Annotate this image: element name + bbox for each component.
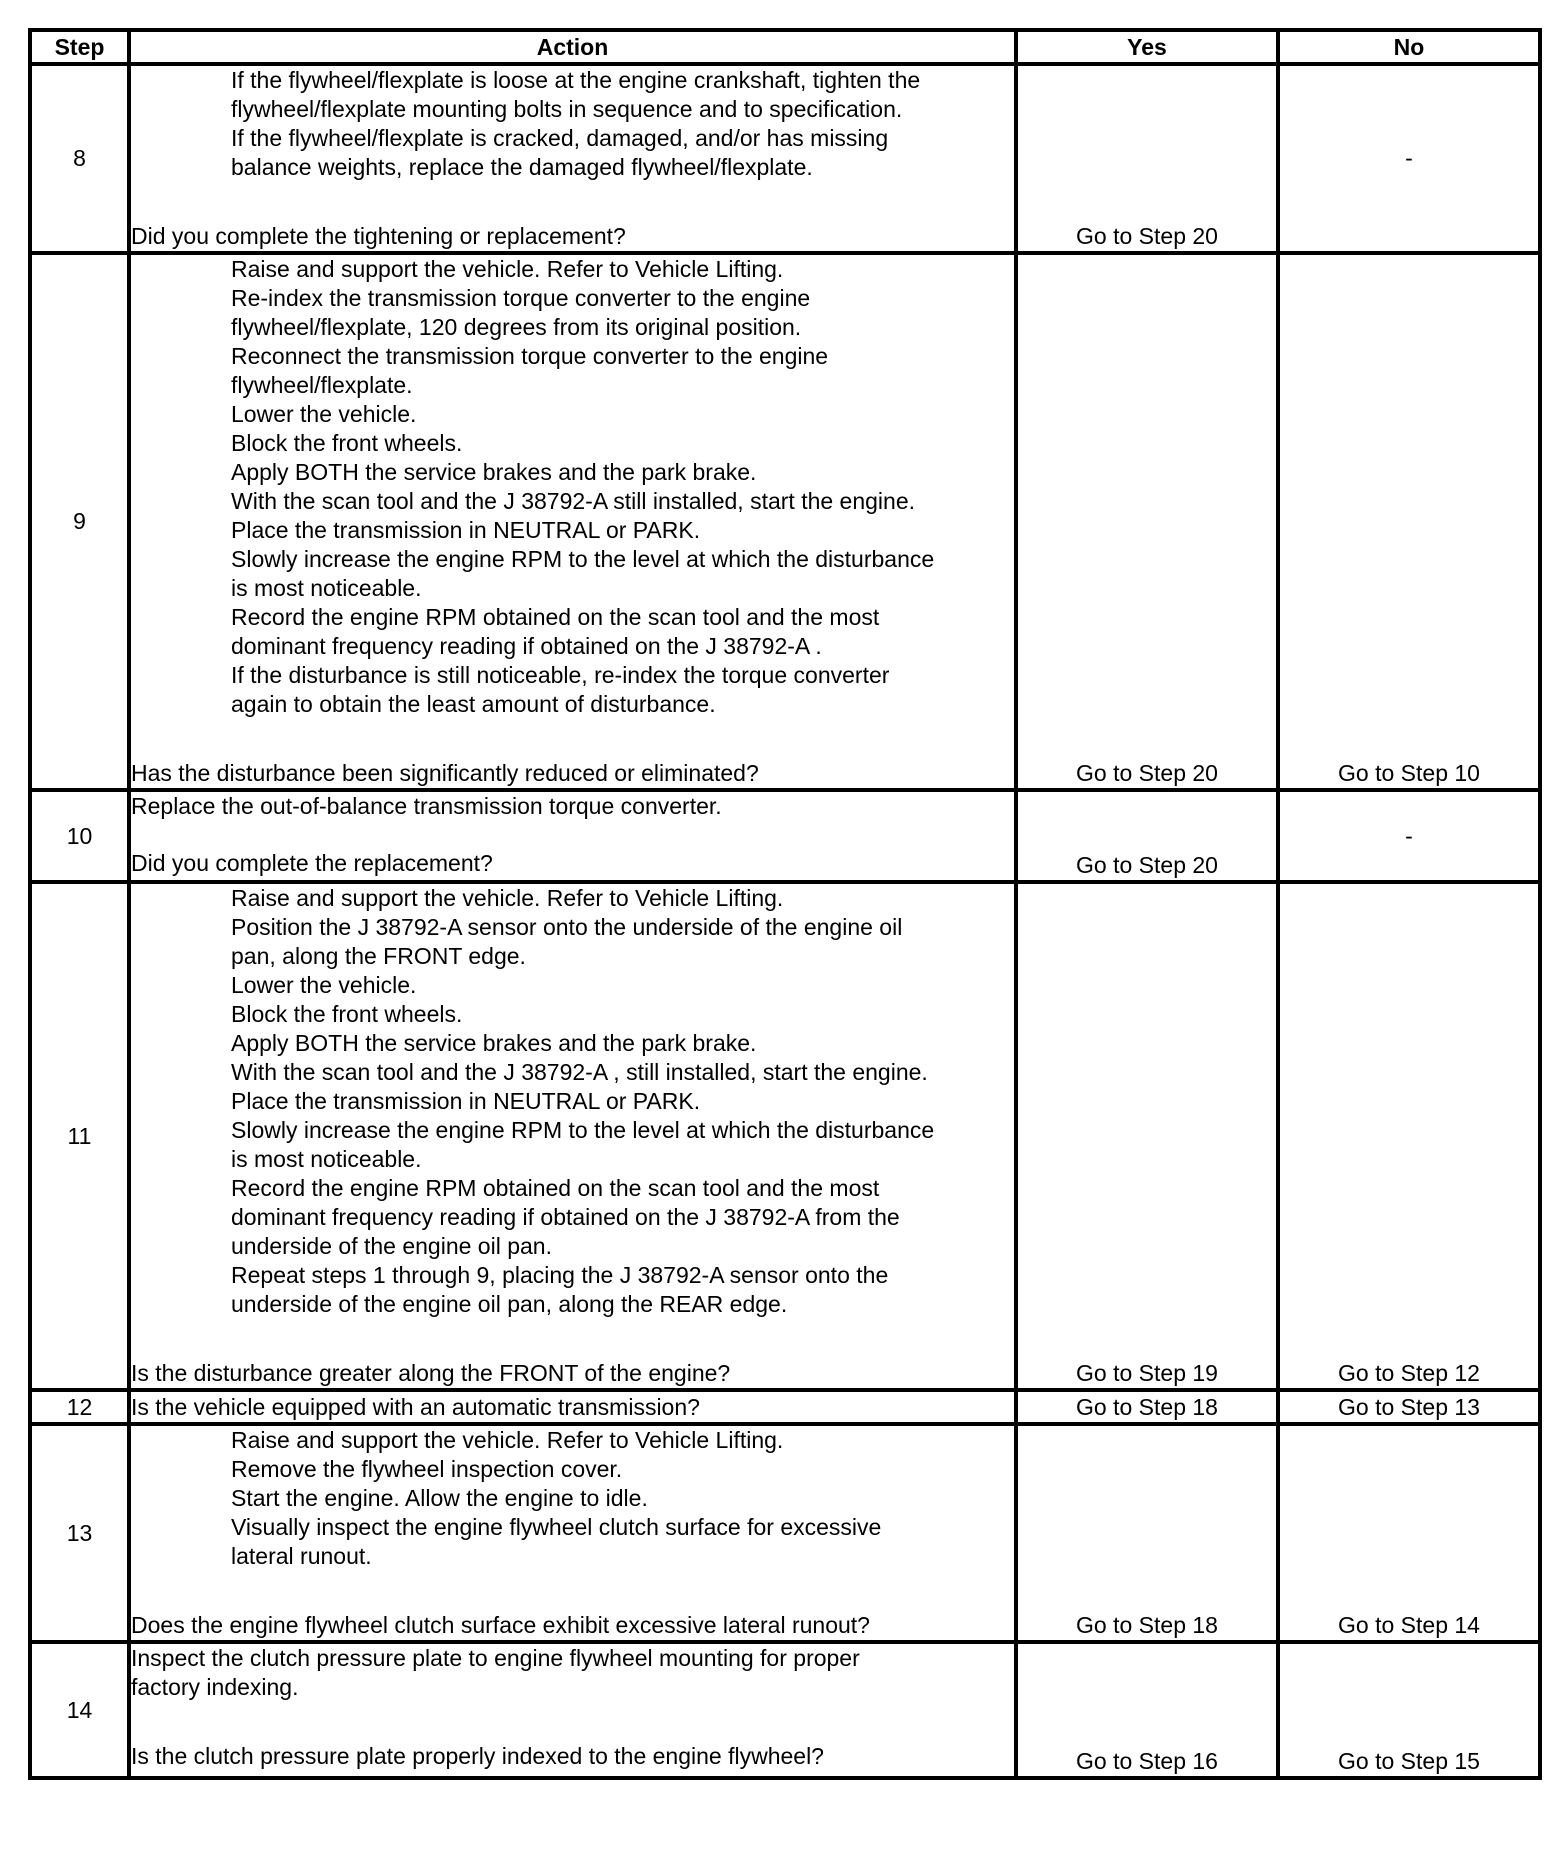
action-step-line: pan, along the FRONT edge.	[231, 943, 526, 969]
no-result: Go to Step 13	[1278, 1390, 1540, 1424]
action-cell	[129, 253, 1016, 790]
step-number: 9	[30, 253, 129, 790]
action-question: Does the engine flywheel clutch surface exhibit excessive lateral runout?	[131, 1612, 870, 1638]
action-steps	[131, 66, 1014, 182]
action-question: Has the disturbance been significantly reduced or eliminated?	[131, 760, 759, 786]
yes-result: Go to Step 19	[1016, 882, 1278, 1390]
no-result: -	[1278, 790, 1540, 882]
action-cell	[129, 1642, 1016, 1778]
action-step-line: is most noticeable.	[231, 575, 422, 601]
header-yes: Yes	[1016, 30, 1278, 64]
header-step: Step	[30, 30, 129, 64]
action-step-line: Block the front wheels.	[231, 430, 463, 456]
step-number: 14	[30, 1642, 129, 1778]
action-step-line: If the flywheel/flexplate is cracked, damaged, and/or has missing	[231, 125, 889, 151]
yes-result: Go to Step 20	[1016, 253, 1278, 790]
action-cell	[129, 64, 1016, 253]
action-step-line: Record the engine RPM obtained on the scan tool and the most	[231, 1175, 880, 1201]
action-step-line: Apply BOTH the service brakes and the park brake.	[231, 1030, 757, 1056]
action-question: Is the vehicle equipped with an automatic transmission?	[131, 1393, 700, 1420]
action-step-line: balance weights, replace the damaged flywheel/flexplate.	[231, 154, 813, 180]
table-row-step-11	[30, 882, 1540, 1390]
no-result: Go to Step 15	[1278, 1642, 1540, 1778]
yes-result: Go to Step 20	[1016, 790, 1278, 882]
action-step-line: again to obtain the least amount of disturbance.	[231, 691, 716, 717]
no-result: -	[1278, 64, 1540, 253]
yes-result: Go to Step 16	[1016, 1642, 1278, 1778]
action-steps	[131, 1426, 1014, 1571]
action-step-line: Block the front wheels.	[231, 1001, 463, 1027]
action-step-line: Lower the vehicle.	[231, 401, 417, 427]
yes-result: Go to Step 18	[1016, 1390, 1278, 1424]
action-step-line: flywheel/flexplate, 120 degrees from its original position.	[231, 314, 802, 340]
action-step-line: Visually inspect the engine flywheel clutch surface for excessive	[231, 1514, 882, 1540]
yes-result: Go to Step 18	[1016, 1424, 1278, 1642]
action-instruction: Replace the out-of-balance transmission torque converter.	[131, 793, 722, 819]
table-row-step-8	[30, 64, 1540, 253]
header-no: No	[1278, 30, 1540, 64]
action-step-line: is most noticeable.	[231, 1146, 422, 1172]
action-step-line: underside of the engine oil pan, along the REAR edge.	[231, 1291, 788, 1317]
no-result: Go to Step 10	[1278, 253, 1540, 790]
action-step-line: If the disturbance is still noticeable, re-index the torque converter	[231, 662, 890, 688]
action-step-line: dominant frequency reading if obtained on the J 38792-A .	[231, 633, 822, 659]
action-step-line: Place the transmission in NEUTRAL or PARK.	[231, 1088, 701, 1114]
action-steps	[131, 884, 1014, 1319]
action-step-line: Lower the vehicle.	[231, 972, 417, 998]
no-result: Go to Step 14	[1278, 1424, 1540, 1642]
action-step-line: Raise and support the vehicle. Refer to Vehicle Lifting.	[231, 256, 784, 282]
action-step-line: Remove the flywheel inspection cover.	[231, 1456, 623, 1482]
action-question: Is the clutch pressure plate properly indexed to the engine flywheel?	[131, 1743, 824, 1769]
action-cell	[129, 882, 1016, 1390]
action-step-line: With the scan tool and the J 38792-A still installed, start the engine.	[231, 488, 916, 514]
header-row	[30, 30, 1540, 64]
action-step-line: Record the engine RPM obtained on the scan tool and the most	[231, 604, 880, 630]
action-instruction-line: Inspect the clutch pressure plate to engine flywheel mounting for proper	[131, 1645, 860, 1671]
action-step-line: If the flywheel/flexplate is loose at the engine crankshaft, tighten the	[231, 67, 921, 93]
action-step-line: Raise and support the vehicle. Refer to Vehicle Lifting.	[231, 1427, 784, 1453]
action-question: Did you complete the replacement?	[131, 850, 493, 876]
action-step-line: Repeat steps 1 through 9, placing the J 38792-A sensor onto the	[231, 1262, 889, 1288]
action-step-line: With the scan tool and the J 38792-A , still installed, start the engine.	[231, 1059, 928, 1085]
action-step-line: Raise and support the vehicle. Refer to Vehicle Lifting.	[231, 885, 784, 911]
action-step-line: flywheel/flexplate.	[231, 372, 413, 398]
table-row-step-12	[30, 1390, 1540, 1424]
action-step-line: Place the transmission in NEUTRAL or PARK.	[231, 517, 701, 543]
action-step-line: underside of the engine oil pan.	[231, 1233, 552, 1259]
yes-result: Go to Step 20	[1016, 64, 1278, 253]
step-number: 12	[30, 1390, 129, 1424]
header-action: Action	[129, 30, 1016, 64]
action-step-line: Position the J 38792-A sensor onto the underside of the engine oil	[231, 914, 903, 940]
action-step-line: Slowly increase the engine RPM to the level at which the disturbance	[231, 546, 935, 572]
action-step-line: Start the engine. Allow the engine to idle.	[231, 1485, 648, 1511]
action-step-line: Re-index the transmission torque converter to the engine	[231, 285, 811, 311]
action-step-line: lateral runout.	[231, 1543, 372, 1569]
action-cell	[129, 1390, 1016, 1424]
action-question: Did you complete the tightening or replacement?	[131, 223, 626, 249]
action-cell	[129, 790, 1016, 882]
table-row-step-9	[30, 253, 1540, 790]
action-cell	[129, 1424, 1016, 1642]
step-number: 11	[30, 882, 129, 1390]
action-step-line: flywheel/flexplate mounting bolts in sequence and to specification.	[231, 96, 903, 122]
action-instruction-line: factory indexing.	[131, 1674, 299, 1700]
action-step-line: Reconnect the transmission torque converter to the engine	[231, 343, 829, 369]
action-step-line: Apply BOTH the service brakes and the park brake.	[231, 459, 757, 485]
action-question: Is the disturbance greater along the FRONT of the engine?	[131, 1360, 731, 1386]
no-result: Go to Step 12	[1278, 882, 1540, 1390]
action-steps	[131, 255, 1014, 719]
table-row-step-13	[30, 1424, 1540, 1642]
diagnostic-table-page	[28, 28, 1538, 1780]
table-row-step-10	[30, 790, 1540, 882]
diagnostic-table	[28, 28, 1542, 1780]
action-step-line: Slowly increase the engine RPM to the level at which the disturbance	[231, 1117, 935, 1143]
step-number: 8	[30, 64, 129, 253]
action-step-line: dominant frequency reading if obtained on the J 38792-A from the	[231, 1204, 900, 1230]
step-number: 10	[30, 790, 129, 882]
table-row-step-14	[30, 1642, 1540, 1778]
step-number: 13	[30, 1424, 129, 1642]
